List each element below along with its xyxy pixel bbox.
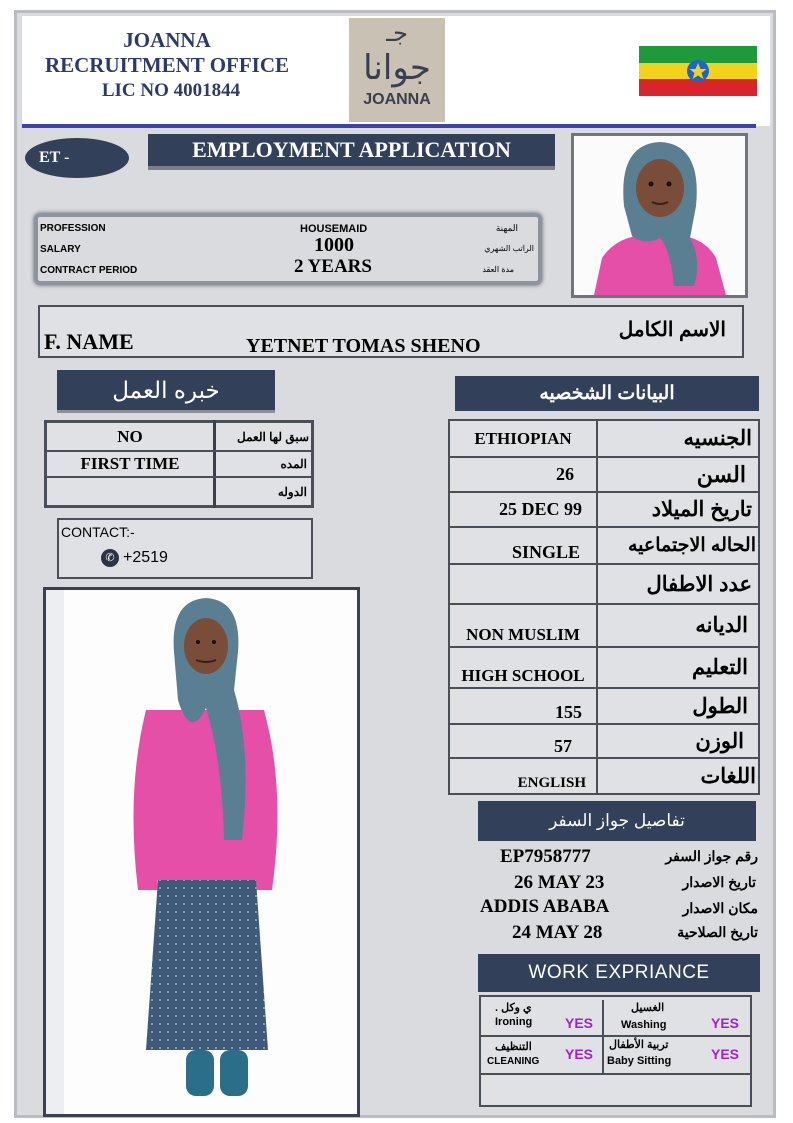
experience-row: NO bbox=[117, 426, 143, 446]
personal-row-value bbox=[450, 565, 596, 603]
salary-label-ar: الراتب الشهري bbox=[484, 244, 534, 253]
experience-row bbox=[47, 478, 213, 505]
contract-label: CONTRACT PERIOD bbox=[40, 265, 138, 276]
experience-row-label: المده bbox=[280, 457, 307, 471]
yes-badge: YES bbox=[565, 1015, 594, 1031]
passport-number: EP7958777 bbox=[500, 846, 591, 867]
full-name-row bbox=[38, 305, 744, 358]
personal-row-value: 25 DEC 99 bbox=[498, 499, 582, 519]
personal-row-value: ENGLISH bbox=[517, 774, 586, 791]
contract-label-ar: مدة العقد bbox=[482, 265, 514, 274]
personal-row-value: SINGLE bbox=[511, 542, 580, 562]
full-name-value: YETNET TOMAS SHENO bbox=[246, 335, 481, 357]
skill-cleaning: التنظيف CLEANING YES bbox=[487, 1041, 594, 1067]
profession-label-ar: المهنة bbox=[495, 223, 518, 233]
form-title-text: EMPLOYMENT APPLICATION bbox=[192, 137, 511, 162]
yes-badge: YES bbox=[565, 1046, 594, 1062]
experience-table bbox=[44, 420, 314, 508]
personal-data-header: البيانات الشخصيه bbox=[455, 376, 759, 411]
personal-data-table bbox=[448, 419, 760, 795]
reference-badge: ET - bbox=[25, 138, 129, 178]
contract-value: 2 YEARS bbox=[294, 256, 372, 277]
personal-row-label: السن bbox=[696, 461, 746, 487]
salary-value: 1000 bbox=[314, 234, 354, 256]
phone-icon: ✆ bbox=[101, 549, 119, 567]
profession-value: HOUSEMAID bbox=[300, 223, 368, 235]
skill-washing: الغسيل Washing YES bbox=[621, 1002, 740, 1031]
contact-label: CONTACT:- bbox=[61, 524, 135, 540]
full-name-label-ar: الاسم الكامل bbox=[618, 319, 726, 341]
ethiopia-flag bbox=[639, 46, 757, 96]
work-experience-header: WORK EXPRIANCE bbox=[478, 954, 760, 992]
personal-row-label: الديانه bbox=[695, 614, 748, 637]
passport-number-label: رقم جواز السفر bbox=[665, 848, 758, 864]
personal-row-label: تاريخ الميلاد bbox=[651, 498, 752, 521]
agency-name bbox=[22, 28, 312, 103]
passport-details bbox=[470, 844, 762, 948]
work-experience-table bbox=[479, 995, 752, 1107]
yes-badge: YES bbox=[711, 1015, 740, 1031]
agency-license: LIC NO 4001844 bbox=[101, 80, 241, 101]
full-body-photo bbox=[43, 587, 360, 1117]
personal-row-label: اللغات bbox=[700, 764, 756, 788]
contact-box bbox=[57, 518, 313, 579]
personal-row-value: 57 bbox=[554, 735, 572, 756]
passport-issue-place-label: مكان الاصدار bbox=[682, 900, 758, 916]
personal-row-value: HIGH SCHOOL bbox=[461, 665, 585, 685]
portrait-photo bbox=[571, 133, 748, 298]
passport-issue-date-label: تاريخ الاصدار bbox=[682, 874, 756, 890]
salary-label: SALARY bbox=[40, 244, 81, 255]
personal-row-value: NON MUSLIM bbox=[466, 624, 580, 644]
personal-row-label: الطول bbox=[692, 694, 748, 718]
agency-name-line1: JOANNA bbox=[123, 28, 211, 52]
personal-row-value: 155 bbox=[555, 701, 582, 722]
contact-phone: +2519 bbox=[123, 549, 168, 566]
personal-row-value: 26 bbox=[556, 464, 574, 484]
passport-issue-date: 26 MAY 23 bbox=[514, 872, 605, 893]
personal-row-label: الجنسيه bbox=[683, 427, 752, 450]
passport-expiry-date-label: تاريخ الصلاحية bbox=[677, 924, 758, 940]
profession-label: PROFESSION bbox=[40, 223, 106, 234]
personal-row-label: الوزن bbox=[695, 729, 744, 753]
header-divider bbox=[22, 124, 756, 128]
skill-ironing: ي وكل . Ironing YES bbox=[495, 1002, 594, 1031]
agency-name-line2: RECRUITMENT OFFICE bbox=[44, 53, 290, 77]
agency-logo: جـ جوانا JOANNA bbox=[349, 18, 445, 122]
experience-row-label: الدوله bbox=[277, 484, 307, 499]
personal-row-label: التعليم bbox=[692, 656, 748, 679]
experience-row-label: سبق لها العمل bbox=[237, 429, 309, 444]
yes-badge: YES bbox=[711, 1046, 740, 1062]
passport-expiry-date: 24 MAY 28 bbox=[512, 922, 603, 943]
job-details-box bbox=[34, 213, 542, 285]
experience-header: خبره العمل bbox=[57, 370, 275, 410]
skill-baby-sitting: تربية الأطفال Baby Sitting YES bbox=[607, 1039, 740, 1067]
form-title bbox=[148, 134, 555, 166]
personal-row-value: ETHIOPIAN bbox=[474, 428, 572, 448]
full-name-label: F. NAME bbox=[44, 329, 134, 354]
passport-issue-place: ADDIS ABABA bbox=[480, 896, 610, 917]
personal-row-label: عدد الاطفال bbox=[646, 572, 752, 596]
personal-row-label: الحاله الاجتماعيه bbox=[628, 535, 756, 556]
experience-row: FIRST TIME bbox=[80, 454, 180, 473]
passport-header: تفاصيل جواز السفر bbox=[478, 801, 756, 841]
